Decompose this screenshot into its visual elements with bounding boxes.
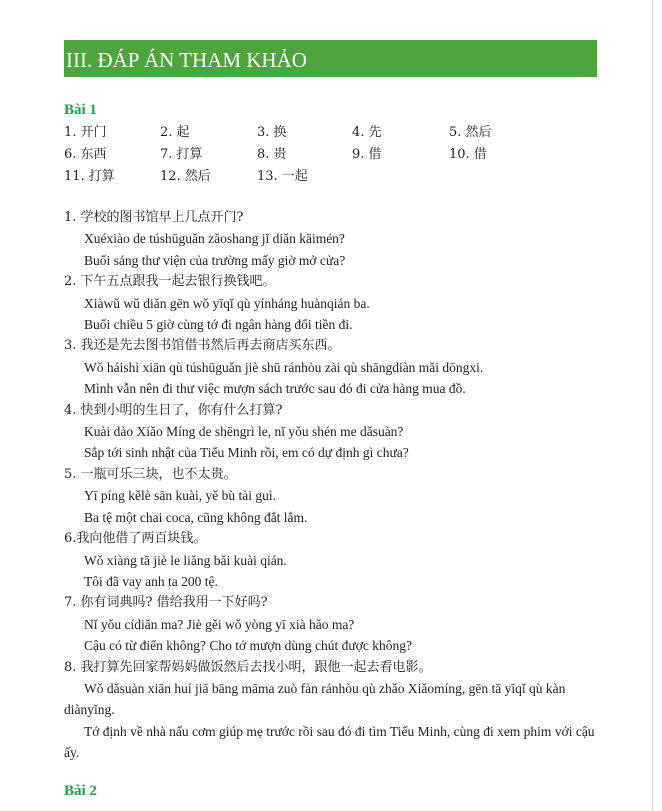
pinyin-line: Kuài dào Xiǎo Míng de shēngrì le, nǐ yǒu shén me dǎsuàn?	[84, 424, 404, 440]
vietnamese-translation: Ba tệ một chai coca, cũng không đắt lắm.	[84, 509, 308, 525]
pinyin-line: Xiàwǔ wǔ diǎn gēn wǒ yīqǐ qù yínháng huànqián ba.	[84, 295, 370, 311]
chinese-sentence: 4. 快到小明的生日了，你有什么打算?	[64, 402, 283, 418]
chinese-sentence: 2. 下午五点跟我一起去银行换钱吧。	[64, 274, 276, 290]
answer-item: 9. 借	[352, 147, 382, 162]
answer-item: 12. 然后	[160, 169, 211, 184]
pinyin-line: Yī píng kělè sān kuài, yě bù tài guì.	[84, 488, 276, 504]
answer-item: 1. 开门	[64, 125, 107, 140]
vietnamese-translation: Cậu có từ điển không? Cho tớ mượn dùng chút được không?	[84, 638, 412, 654]
answer-item: 10. 借	[449, 147, 487, 162]
page-edge	[652, 0, 653, 811]
exercise-2-title: Bài 2	[64, 783, 97, 799]
answer-item: 5. 然后	[449, 125, 492, 140]
vietnamese-translation: Buổi chiều 5 giờ cùng tớ đi ngân hàng đổi tiền đi.	[84, 317, 353, 333]
chinese-sentence: 8. 我打算先回家帮妈妈做饭然后去找小明，跟他一起去看电影。	[64, 659, 432, 675]
answer-item: 2. 起	[160, 125, 190, 140]
chinese-sentence: 6.我向他借了两百块钱。	[64, 531, 207, 547]
answer-item: 7. 打算	[160, 147, 203, 162]
answer-item: 13. 一起	[257, 169, 308, 184]
exercise-1-answers	[64, 122, 545, 188]
vietnamese-translation: Mình vẫn nên đi thư việc mượn sách trước sau đó đi cửa hàng mua đồ.	[84, 381, 466, 397]
vietnamese-translation: Sắp tới sinh nhật của Tiểu Minh rồi, em có dự định gì chưa?	[84, 445, 409, 461]
pinyin-line: Nǐ yǒu cídiǎn ma? Jiè gěi wǒ yòng yī xià hǎo ma?	[84, 616, 355, 632]
pinyin-line: Wǒ xiàng tā jiè le liǎng bǎi kuài qián.	[84, 552, 287, 568]
answer-item: 6. 东西	[64, 147, 107, 162]
pinyin-line: Wǒ háishì xiān qù túshūguǎn jiè shū ránhòu zài qù shāngdiàn mǎi dōngxi.	[84, 359, 484, 375]
answer-item: 3. 换	[257, 125, 287, 140]
answer-item: 11. 打算	[64, 169, 115, 184]
chinese-sentence: 7. 你有词典吗? 借给我用一下好吗?	[64, 595, 268, 611]
vietnamese-translation: Buổi sáng thư viện của trường mấy giờ mở cửa?	[84, 252, 346, 268]
answer-item: 8. 贵	[257, 147, 287, 162]
answer-item: 4. 先	[352, 125, 382, 140]
sentence-list	[64, 207, 604, 764]
chinese-sentence: 5. 一瓶可乐三块，也不太贵。	[64, 466, 237, 482]
vietnamese-translation: Tớ định về nhà nấu cơm giúp mẹ trước rồi sau đó đi tìm Tiểu Minh, cùng đi xem phim với cậu ấy.	[64, 723, 595, 761]
chinese-sentence: 1. 学校的图书馆早上几点开门?	[64, 210, 244, 225]
vietnamese-translation: Tôi đã vay anh ta 200 tệ.	[84, 573, 218, 589]
exercise-1-title: Bài 1	[64, 102, 97, 118]
chinese-sentence: 3. 我还是先去图书馆借书然后再去商店买东西。	[64, 338, 341, 354]
section-header: III. ĐÁP ÁN THAM KHẢO	[64, 40, 597, 77]
pinyin-line: Xuéxiào de túshūguǎn zǎoshang jǐ diǎn kāimén?	[84, 231, 345, 247]
pinyin-line: Wǒ dǎsuàn xiān huí jiā bāng māma zuò fàn ránhòu qù zhǎo Xiǎomíng, gēn tā yīqǐ qù kàn diànyǐng.	[64, 680, 566, 718]
